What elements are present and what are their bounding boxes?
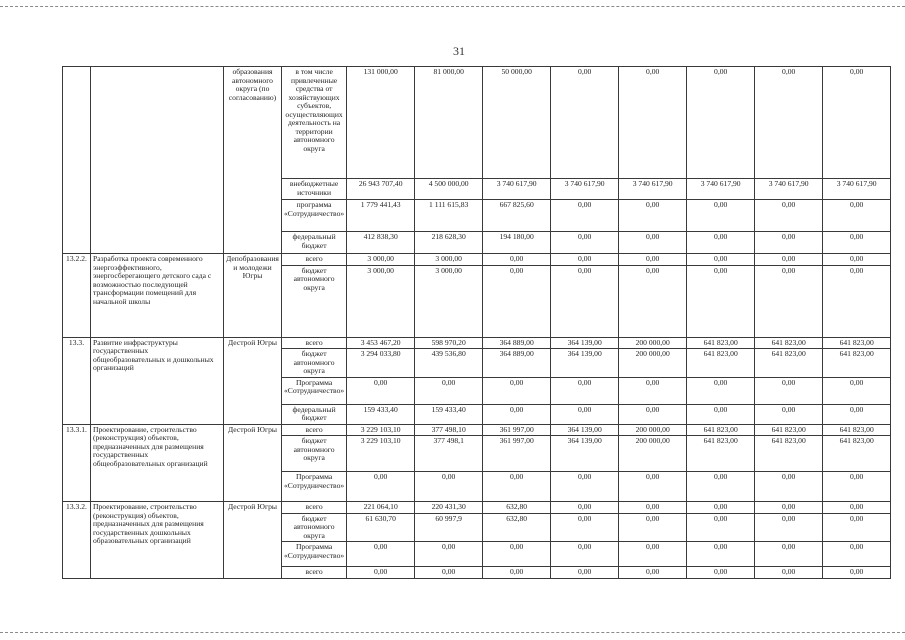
funding-source-cell: бюджет автономного округа [282,436,347,472]
amount-cell: 0,00 [823,232,891,254]
amount-cell: 364 139,00 [551,337,619,349]
amount-cell: 641 823,00 [687,424,755,436]
amount-cell: 0,00 [551,265,619,337]
funding-source-cell: Программа «Сотрудничество» [282,472,347,502]
amount-cell: 364 139,00 [551,424,619,436]
amount-cell: 200 000,00 [619,436,687,472]
amount-cell: 0,00 [687,502,755,514]
amount-cell: 3 294 033,80 [347,349,415,378]
amount-cell: 3 740 617,90 [619,179,687,200]
amount-cell: 3 000,00 [415,254,483,266]
amount-cell: 0,00 [755,472,823,502]
row-number-cell: 13.3.1. [63,424,91,502]
amount-cell: 0,00 [755,265,823,337]
amount-cell: 0,00 [823,67,891,179]
amount-cell: 200 000,00 [619,337,687,349]
amount-cell: 0,00 [551,200,619,232]
amount-cell: 361 997,00 [483,436,551,472]
row-name-cell: Проектирование, строительство (реконструкция) объектов, предназначенных для размещения государственных общеобразовательных организаций [91,424,224,502]
amount-cell: 0,00 [687,513,755,542]
table-row [63,502,891,514]
amount-cell: 4 500 000,00 [415,179,483,200]
amount-cell: 667 825,60 [483,200,551,232]
amount-cell: 641 823,00 [687,436,755,472]
amount-cell: 0,00 [823,542,891,567]
amount-cell: 0,00 [551,567,619,579]
amount-cell: 0,00 [687,404,755,424]
funding-source-cell: Программа «Сотрудничество» [282,542,347,567]
amount-cell: 641 823,00 [755,349,823,378]
amount-cell: 0,00 [755,542,823,567]
amount-cell: 3 453 467,20 [347,337,415,349]
amount-cell: 0,00 [619,404,687,424]
amount-cell: 641 823,00 [823,349,891,378]
amount-cell: 81 000,00 [415,67,483,179]
amount-cell: 0,00 [619,254,687,266]
amount-cell: 0,00 [823,513,891,542]
amount-cell: 220 431,30 [415,502,483,514]
amount-cell: 0,00 [619,232,687,254]
row-name-cell: Разработка проекта современного энергоэффективного, энергосберегающего детского сада с возможностью последующей трансформации помещений для начальной школы [91,254,224,338]
amount-cell: 3 740 617,90 [687,179,755,200]
table-row [63,337,891,349]
amount-cell: 598 970,20 [415,337,483,349]
amount-cell: 377 498,1 [415,436,483,472]
amount-cell: 3 740 617,90 [823,179,891,200]
amount-cell: 0,00 [755,67,823,179]
amount-cell: 0,00 [347,377,415,404]
funding-source-cell: федеральный бюджет [282,232,347,254]
amount-cell: 61 630,70 [347,513,415,542]
amount-cell: 200 000,00 [619,424,687,436]
amount-cell: 0,00 [823,502,891,514]
row-number-cell: 13.2.2. [63,254,91,338]
amount-cell: 439 536,80 [415,349,483,378]
amount-cell: 0,00 [619,542,687,567]
scan-top-edge [0,6,905,7]
amount-cell: 0,00 [687,472,755,502]
funding-source-cell: федеральный бюджет [282,404,347,424]
amount-cell: 200 000,00 [619,349,687,378]
amount-cell: 26 943 707,40 [347,179,415,200]
amount-cell: 0,00 [415,472,483,502]
table-row [63,67,891,179]
amount-cell: 218 628,30 [415,232,483,254]
table-row [63,254,891,266]
executor-cell: Депобразования и молодежи Югры [224,254,282,338]
amount-cell: 3 000,00 [347,265,415,337]
amount-cell: 3 000,00 [347,254,415,266]
amount-cell: 0,00 [483,404,551,424]
amount-cell: 3 740 617,90 [755,179,823,200]
funding-source-cell: внебюджетные источники [282,179,347,200]
amount-cell: 0,00 [483,472,551,502]
funding-source-cell: всего [282,502,347,514]
amount-cell: 194 180,00 [483,232,551,254]
amount-cell: 0,00 [483,567,551,579]
row-number-cell: 13.3.2. [63,502,91,579]
funding-source-cell: бюджет автономного округа [282,265,347,337]
amount-cell: 377 498,10 [415,424,483,436]
amount-cell: 131 000,00 [347,67,415,179]
table-row [63,424,891,436]
amount-cell: 0,00 [755,200,823,232]
amount-cell: 0,00 [551,513,619,542]
amount-cell: 0,00 [755,404,823,424]
funding-source-cell: всего [282,567,347,579]
amount-cell: 641 823,00 [687,337,755,349]
row-number-cell: 13.3. [63,337,91,424]
row-name-cell [91,67,224,254]
amount-cell: 159 433,40 [347,404,415,424]
amount-cell: 0,00 [619,265,687,337]
amount-cell: 641 823,00 [755,436,823,472]
budget-table [62,66,891,579]
amount-cell: 0,00 [619,67,687,179]
amount-cell: 641 823,00 [687,349,755,378]
amount-cell: 0,00 [755,377,823,404]
amount-cell: 60 997,9 [415,513,483,542]
amount-cell: 0,00 [347,567,415,579]
amount-cell: 0,00 [483,254,551,266]
amount-cell: 0,00 [551,404,619,424]
amount-cell: 0,00 [551,254,619,266]
amount-cell: 0,00 [687,567,755,579]
amount-cell: 0,00 [687,200,755,232]
amount-cell: 0,00 [755,254,823,266]
amount-cell: 0,00 [823,472,891,502]
amount-cell: 0,00 [483,377,551,404]
amount-cell: 0,00 [687,265,755,337]
amount-cell: 0,00 [551,67,619,179]
amount-cell: 0,00 [551,502,619,514]
amount-cell: 361 997,00 [483,424,551,436]
amount-cell: 0,00 [755,567,823,579]
amount-cell: 364 139,00 [551,349,619,378]
amount-cell: 0,00 [619,200,687,232]
amount-cell: 0,00 [551,377,619,404]
amount-cell: 641 823,00 [755,337,823,349]
executor-cell: Дестрой Югры [224,424,282,502]
funding-source-cell: Программа «Сотрудничество» [282,377,347,404]
funding-source-cell: программа «Сотрудничество» [282,200,347,232]
amount-cell: 641 823,00 [823,436,891,472]
amount-cell: 0,00 [551,232,619,254]
amount-cell: 3 740 617,90 [551,179,619,200]
amount-cell: 0,00 [755,513,823,542]
amount-cell: 0,00 [619,567,687,579]
amount-cell: 0,00 [687,67,755,179]
amount-cell: 641 823,00 [755,424,823,436]
amount-cell: 364 139,00 [551,436,619,472]
amount-cell: 0,00 [823,567,891,579]
funding-source-cell: всего [282,424,347,436]
amount-cell: 364 889,00 [483,349,551,378]
amount-cell: 0,00 [483,265,551,337]
executor-cell: Дестрой Югры [224,337,282,424]
funding-source-cell: всего [282,254,347,266]
amount-cell: 0,00 [551,472,619,502]
row-name-cell: Развитие инфраструктуры государственных общеобразовательных и дошкольных организаций [91,337,224,424]
amount-cell: 0,00 [687,254,755,266]
amount-cell: 0,00 [483,542,551,567]
scan-bottom-edge [0,632,905,633]
amount-cell: 3 740 617,90 [483,179,551,200]
page-number: 31 [453,44,465,58]
amount-cell: 0,00 [823,404,891,424]
executor-cell: Дестрой Югры [224,502,282,579]
amount-cell: 0,00 [687,542,755,567]
amount-cell: 0,00 [415,542,483,567]
amount-cell: 1 779 441,43 [347,200,415,232]
amount-cell: 221 064,10 [347,502,415,514]
amount-cell: 0,00 [823,265,891,337]
amount-cell: 632,80 [483,513,551,542]
amount-cell: 0,00 [619,377,687,404]
amount-cell: 641 823,00 [823,337,891,349]
amount-cell: 0,00 [823,200,891,232]
amount-cell: 0,00 [755,502,823,514]
amount-cell: 412 838,30 [347,232,415,254]
amount-cell: 364 889,00 [483,337,551,349]
executor-cell: образования автономного округа (по согласованию) [224,67,282,254]
amount-cell: 0,00 [755,232,823,254]
amount-cell: 0,00 [415,377,483,404]
amount-cell: 0,00 [823,377,891,404]
amount-cell: 0,00 [687,377,755,404]
row-name-cell: Проектирование, строительство (реконструкция) объектов, предназначенных для размещения государственных дошкольных образовательных организаций [91,502,224,579]
amount-cell: 3 229 103,10 [347,436,415,472]
amount-cell: 3 229 103,10 [347,424,415,436]
amount-cell: 0,00 [415,567,483,579]
amount-cell: 0,00 [347,472,415,502]
funding-source-cell: бюджет автономного округа [282,513,347,542]
row-number-cell [63,67,91,254]
amount-cell: 0,00 [619,502,687,514]
amount-cell: 0,00 [687,232,755,254]
amount-cell: 0,00 [551,542,619,567]
amount-cell: 641 823,00 [823,424,891,436]
amount-cell: 0,00 [619,472,687,502]
amount-cell: 0,00 [619,513,687,542]
amount-cell: 632,80 [483,502,551,514]
amount-cell: 0,00 [823,254,891,266]
funding-source-cell: бюджет автономного округа [282,349,347,378]
funding-source-cell: всего [282,337,347,349]
funding-source-cell: в том числе привлеченные средства от хозяйствующих субъектов, осуществляющих деятельность на территории автономного округа [282,67,347,179]
amount-cell: 0,00 [347,542,415,567]
amount-cell: 50 000,00 [483,67,551,179]
amount-cell: 1 111 615,83 [415,200,483,232]
amount-cell: 159 433,40 [415,404,483,424]
amount-cell: 3 000,00 [415,265,483,337]
